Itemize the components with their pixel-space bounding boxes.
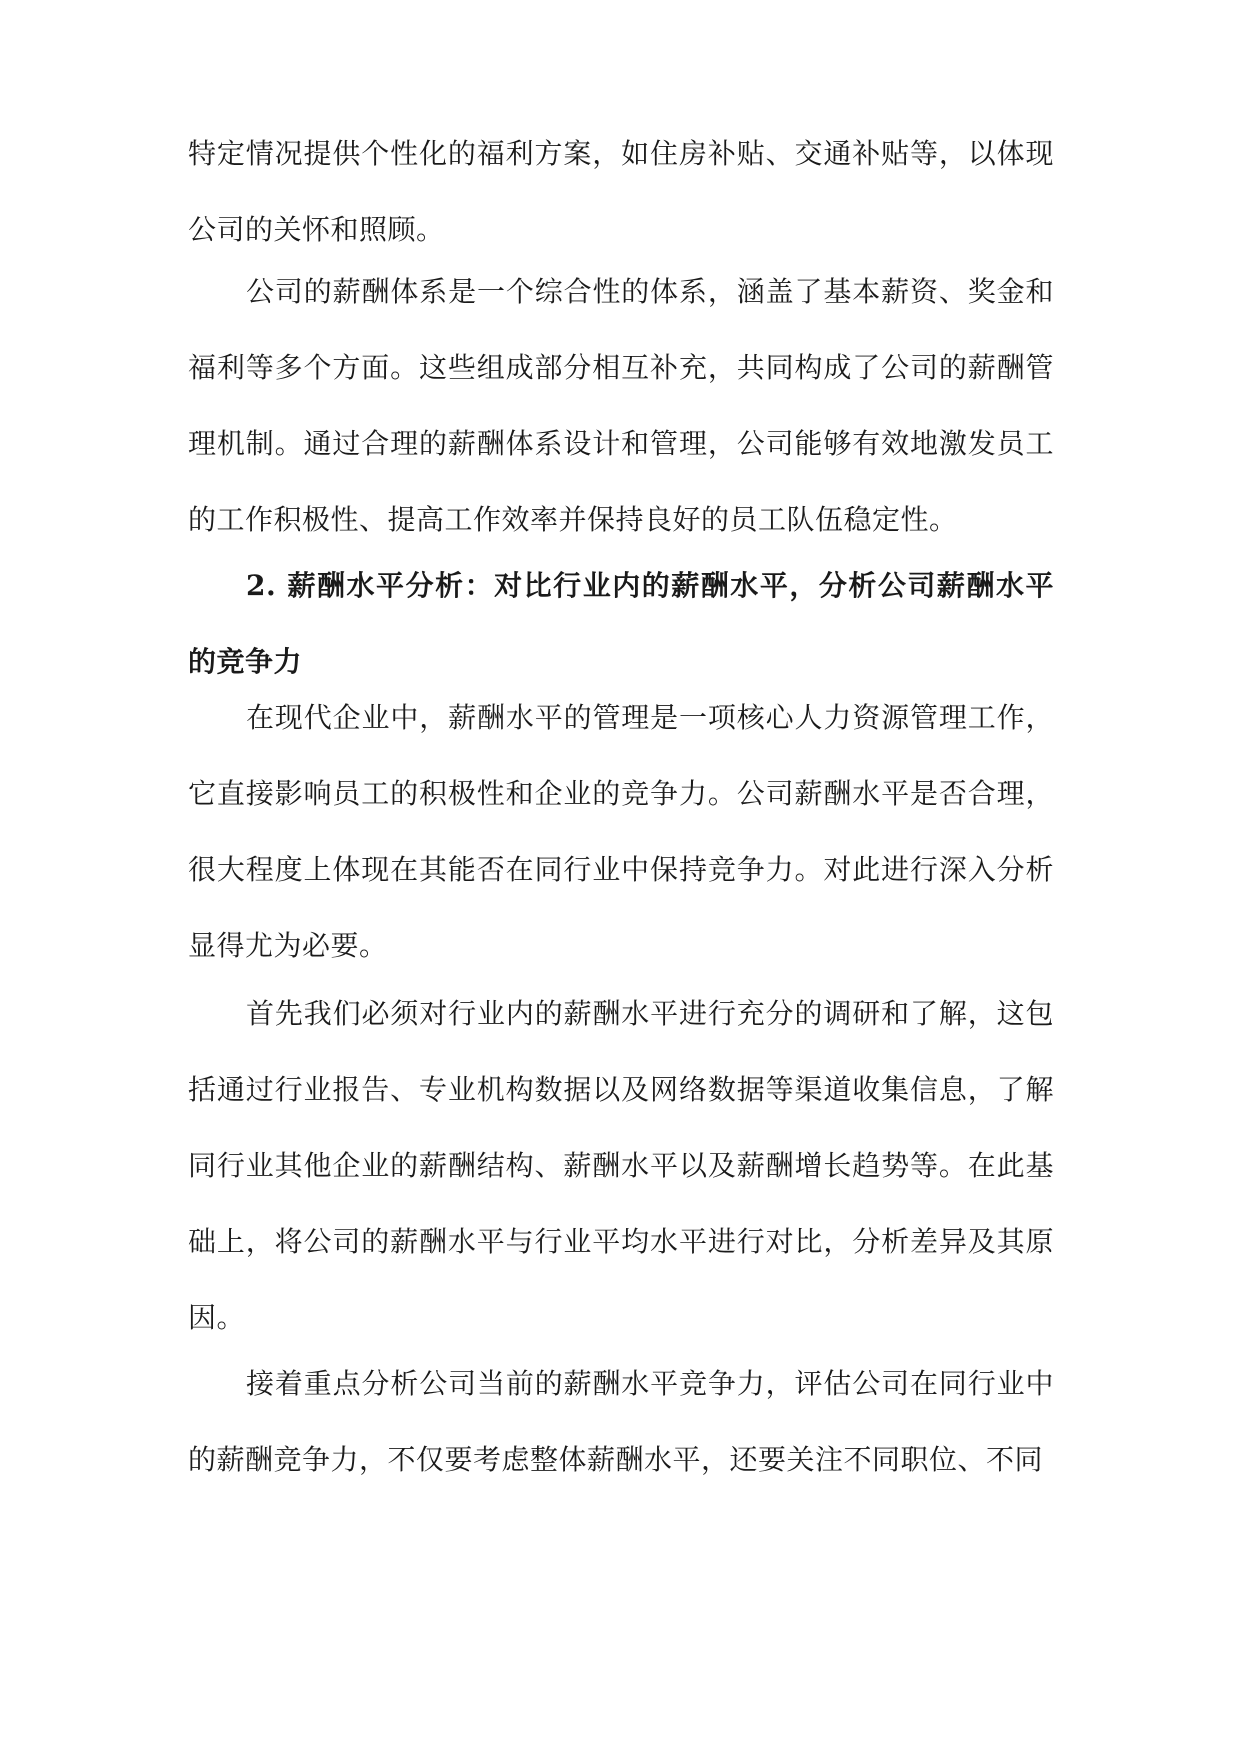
paragraph-competitiveness: 接着重点分析公司当前的薪酬水平竞争力，评估公司在同行业中的薪酬竞争力，不仅要考虑整体薪酬水平，还要关注不同职位、不同	[188, 1367, 1054, 1476]
paragraph-industry-research: 首先我们必须对行业内的薪酬水平进行充分的调研和了解，这包括通过行业报告、专业机构数据以及网络数据等渠道收集信息，了解同行业其他企业的薪酬结构、薪酬水平以及薪酬增长趋势等。在此基础上，将公司的薪酬水平与行业平均水平进行对比，分析差异及其原因。	[188, 997, 1054, 1334]
paragraph-continuation: 特定情况提供个性化的福利方案，如住房补贴、交通补贴等，以体现公司的关怀和照顾。	[188, 137, 1054, 246]
section-heading: 2. 薪酬水平分析：对比行业内的薪酬水平，分析公司薪酬水平的竞争力	[188, 569, 1054, 678]
paragraph-salary-system: 公司的薪酬体系是一个综合性的体系，涵盖了基本薪资、奖金和福利等多个方面。这些组成部分相互补充，共同构成了公司的薪酬管理机制。通过合理的薪酬体系设计和管理，公司能够有效地激发员工的工作积极性、提高工作效率并保持良好的员工队伍稳定性。	[188, 275, 1054, 536]
paragraph-modern-enterprise: 在现代企业中，薪酬水平的管理是一项核心人力资源管理工作，它直接影响员工的积极性和企业的竞争力。公司薪酬水平是否合理，很大程度上体现在其能否在同行业中保持竞争力。对此进行深入分析显得尤为必要。	[188, 701, 1054, 962]
